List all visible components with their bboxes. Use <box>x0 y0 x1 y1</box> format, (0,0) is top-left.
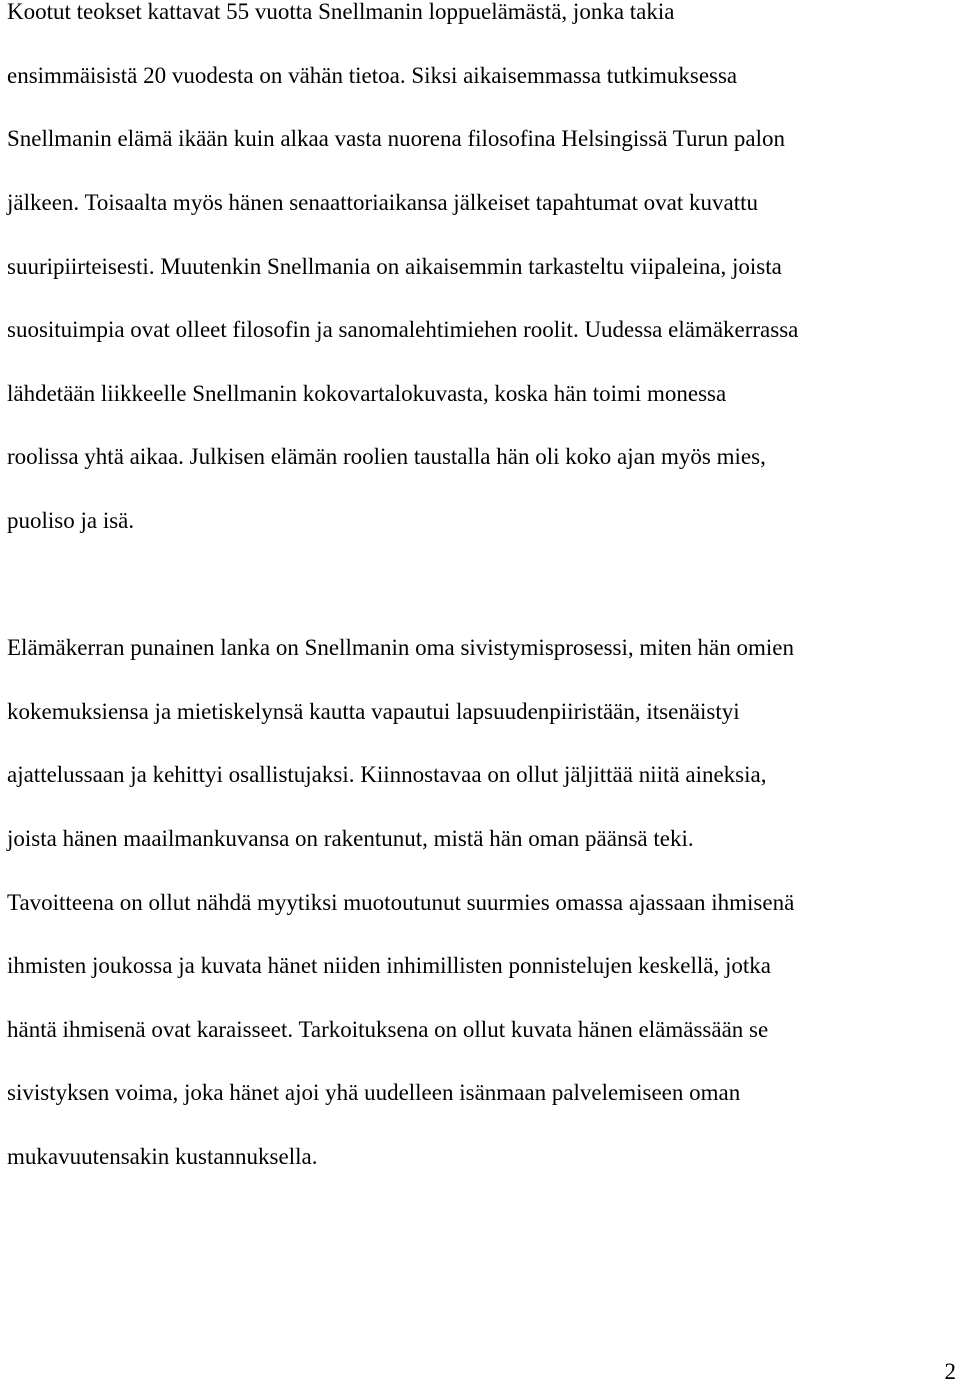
paragraph-1-line-7: lähdetään liikkeelle Snellmanin kokovartalokuvasta, koska hän toimi monessa <box>7 381 727 406</box>
paragraph-2-line-3: ajattelussaan ja kehittyi osallistujaksi. Kiinnostavaa on ollut jäljittää niitä aineksia, <box>7 762 767 787</box>
paragraph-1-line-5: suuripiirteisesti. Muutenkin Snellmania on aikaisemmin tarkasteltu viipaleina, joista <box>7 254 782 279</box>
paragraph-2-line-5: Tavoitteena on ollut nähdä myytiksi muotoutunut suurmies omassa ajassaan ihmisenä <box>7 890 795 915</box>
paragraph-2-line-6: ihmisten joukossa ja kuvata hänet niiden inhimillisten ponnistelujen keskellä, jotka <box>7 953 771 978</box>
paragraph-2-line-8: sivistyksen voima, joka hänet ajoi yhä uudelleen isänmaan palvelemiseen oman <box>7 1080 741 1105</box>
paragraph-1-line-4: jälkeen. Toisaalta myös hänen senaattoriaikansa jälkeiset tapahtumat ovat kuvattu <box>7 190 758 215</box>
paragraph-1-line-3: Snellmanin elämä ikään kuin alkaa vasta nuorena filosofina Helsingissä Turun palon <box>7 126 786 151</box>
paragraph-2-line-1: Elämäkerran punainen lanka on Snellmanin oma sivistymisprosessi, miten hän omien <box>7 635 794 660</box>
paragraph-1-line-1: Kootut teokset kattavat 55 vuotta Snellmanin loppuelämästä, jonka takia <box>7 0 675 24</box>
paragraph-1-line-6: suosituimpia ovat olleet filosofin ja sanomalehtimiehen roolit. Uudessa elämäkerrassa <box>7 317 799 342</box>
paragraph-1-line-2: ensimmäisistä 20 vuodesta on vähän tietoa. Siksi aikaisemmassa tutkimuksessa <box>7 63 738 88</box>
paragraph-2-line-9: mukavuutensakin kustannuksella. <box>7 1144 318 1169</box>
paragraph-2-line-4: joista hänen maailmankuvansa on rakentunut, mistä hän oman päänsä teki. <box>7 826 694 851</box>
page-number: 2 <box>944 1359 956 1384</box>
paragraph-1-line-8: roolissa yhtä aikaa. Julkisen elämän roolien taustalla hän oli koko ajan myös mies, <box>7 444 766 469</box>
paragraph-1-line-9: puoliso ja isä. <box>7 508 135 533</box>
paragraph-2-line-7: häntä ihmisenä ovat karaisseet. Tarkoituksena on ollut kuvata hänen elämässään se <box>7 1017 769 1042</box>
paragraph-2-line-2: kokemuksiensa ja mietiskelynsä kautta vapautui lapsuudenpiiristään, itsenäistyi <box>7 699 740 724</box>
